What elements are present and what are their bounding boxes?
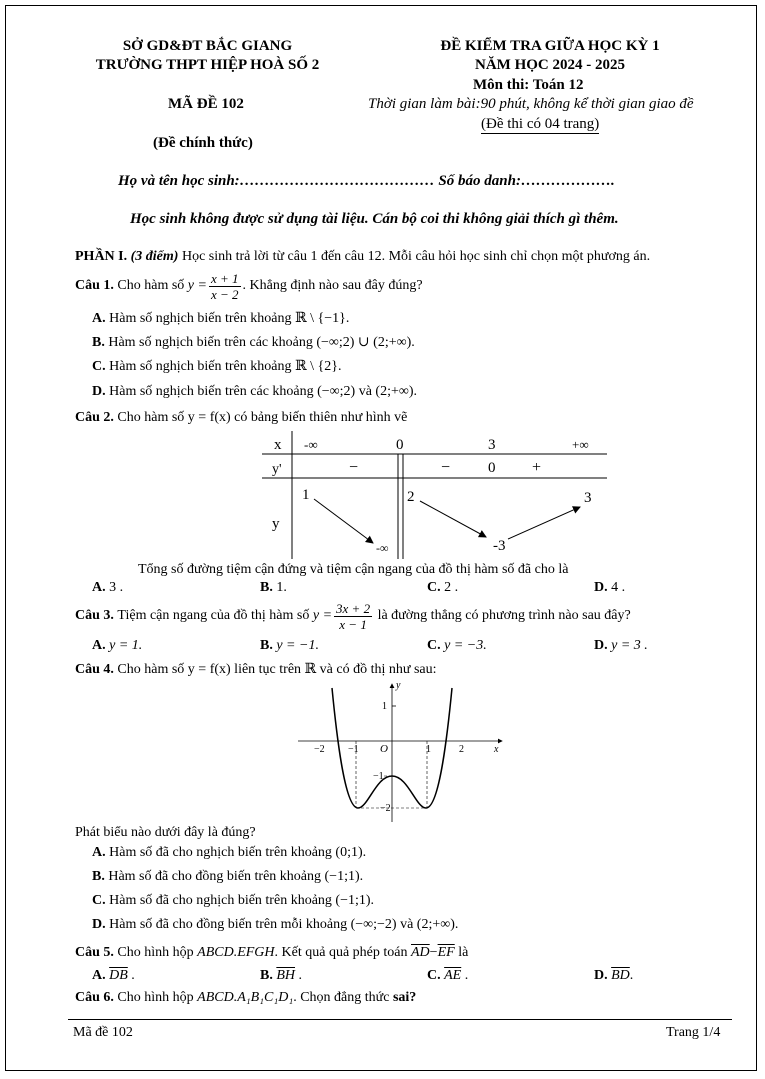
vt-y-2: 2 — [407, 489, 415, 505]
vt-x-pos-inf: +∞ — [572, 437, 589, 452]
graph-tick-x-2: 2 — [459, 744, 464, 755]
school-year: NĂM HỌC 2024 - 2025 — [475, 57, 625, 73]
graph-tick-x-neg2: −2 — [314, 744, 325, 755]
q5-option-c[interactable]: C. $\overline{AE}$ . — [427, 968, 469, 983]
vt-sign-1: − — [349, 459, 359, 476]
q4-stem: Câu 4. Cho hàm số y = f(x) liên tục trên ℝ và có đồ thị như sau: — [75, 662, 437, 677]
vt-x-3: 3 — [488, 437, 496, 453]
q3-stem: Câu 3. Tiệm cận ngang của đồ thị hàm số y = $\frac{3x + 2}{x - 1}$ là đường thẳng có phương trình nào sau đây? — [75, 600, 631, 632]
q2-option-d[interactable]: D. 4 . — [594, 580, 626, 595]
footer-exam-code: Mã đề 102 — [73, 1025, 133, 1040]
graph-tick-x-neg1: −1 — [348, 744, 359, 755]
q3-option-c[interactable]: C. y = −3. — [427, 638, 487, 653]
vt-y-neg-inf: -∞ — [376, 541, 389, 555]
student-info-line: Họ và tên học sinh:………………………………… Số báo danh:………………. — [118, 173, 615, 189]
q1-option-a[interactable]: A. Hàm số nghịch biến trên khoảng ℝ \ {−1}. — [92, 311, 350, 326]
vt-x-label: x — [274, 437, 282, 453]
subject: Môn thi: Toán 12 — [473, 77, 584, 93]
graph-tick-x-1: 1 — [426, 744, 431, 755]
graph-tick-y-neg2: −2 — [380, 803, 391, 814]
q6-stem: Câu 6. Cho hình hộp ABCD.A₁B₁C₁D₁. Chọn đẳng thức sai? — [75, 990, 417, 1005]
vt-y-label: y — [272, 516, 280, 532]
function-graph — [296, 680, 508, 825]
vt-sign-3: + — [532, 459, 542, 476]
vt-y-1: 1 — [302, 487, 310, 503]
q2-stem: Câu 2. Cho hàm số y = f(x) có bảng biến thiên như hình vẽ — [75, 410, 408, 425]
q1-option-d[interactable]: D. Hàm số nghịch biến trên các khoảng (−∞;2) và (2;+∞). — [92, 384, 418, 399]
q2-question: Tổng số đường tiệm cận đứng và tiệm cận ngang của đồ thị hàm số đã cho là — [138, 562, 569, 577]
q4-question: Phát biểu nào dưới đây là đúng? — [75, 825, 256, 840]
vt-x-neg-inf: -∞ — [304, 437, 318, 452]
q4-option-a[interactable]: A. Hàm số đã cho nghịch biến trên khoảng (0;1). — [92, 845, 367, 860]
q2-option-b[interactable]: B. 1. — [260, 580, 287, 595]
q4-option-d[interactable]: D. Hàm số đã cho đồng biến trên mỗi khoảng (−∞;−2) và (2;+∞). — [92, 917, 459, 932]
official-label: (Đề chính thức) — [153, 135, 253, 151]
q4-option-b[interactable]: B. Hàm số đã cho đồng biến trên khoảng (−1;1). — [92, 869, 364, 884]
q5-option-b[interactable]: B. $\overline{BH}$ . — [260, 968, 303, 983]
exam-notice: Học sinh không được sử dụng tài liệu. Cán bộ coi thi không giải thích gì thêm. — [130, 211, 619, 227]
q2-option-a[interactable]: A. 3 . — [92, 580, 124, 595]
exam-code: MÃ ĐỀ 102 — [168, 96, 244, 112]
q3-option-b[interactable]: B. y = −1. — [260, 638, 319, 653]
q1-option-b[interactable]: B. Hàm số nghịch biến trên các khoảng (−∞;2) ∪ (2;+∞). — [92, 335, 415, 350]
q3-option-a[interactable]: A. y = 1. — [92, 638, 143, 653]
vt-y-3: 3 — [584, 490, 592, 506]
graph-origin: O — [380, 743, 388, 755]
q4-option-c[interactable]: C. Hàm số đã cho nghịch biến trên khoảng (−1;1). — [92, 893, 375, 908]
graph-tick-y-neg1: −1 — [373, 771, 384, 782]
part1-heading: PHẦN I. (3 điểm) Học sinh trả lời từ câu 1 đến câu 12. Mỗi câu hỏi học sinh chỉ chọn một phương án. — [75, 249, 651, 264]
q5-option-a[interactable]: A. $\overline{DB}$ . — [92, 968, 135, 983]
exam-time: Thời gian làm bài:90 phút, không kể thời gian giao đề — [368, 96, 694, 112]
q3-option-d[interactable]: D. y = 3 . — [594, 638, 648, 653]
vt-yprime-label: y' — [272, 462, 282, 477]
graph-x-axis-label: x — [494, 744, 499, 755]
page-count: (Đề thi có 04 trang) — [481, 116, 600, 132]
graph-tick-y-1: 1 — [382, 701, 387, 712]
vt-y-neg-3: -3 — [493, 538, 506, 554]
q5-stem: Câu 5. Cho hình hộp ABCD.EFGH. Kết quả quả phép toán $\overline{AD}-\overline{EF}$ là — [75, 945, 469, 960]
q5-option-d[interactable]: D. $\overline{BD}$. — [594, 968, 634, 983]
q1-stem: Câu 1. Cho hàm số y = $\frac{x + 1}{x - 2}$ . Khẳng định nào sau đây đúng? — [75, 270, 423, 302]
exam-title: ĐỀ KIỂM TRA GIỮA HỌC KỲ 1 — [440, 38, 660, 54]
graph-y-axis-label: y — [396, 680, 401, 691]
vt-zero: 0 — [488, 460, 496, 476]
vt-x-0: 0 — [396, 437, 404, 453]
q1-option-c[interactable]: C. Hàm số nghịch biến trên khoảng ℝ \ {2}. — [92, 359, 342, 374]
variation-table — [262, 431, 607, 559]
school-name: TRƯỜNG THPT HIỆP HOÀ SỐ 2 — [95, 57, 320, 73]
dept-name: SỞ GD&ĐT BẮC GIANG — [122, 38, 293, 54]
footer-divider — [68, 1019, 732, 1020]
q2-option-c[interactable]: C. 2 . — [427, 580, 459, 595]
vt-sign-2: − — [441, 459, 451, 476]
footer-page-number: Trang 1/4 — [666, 1025, 721, 1040]
